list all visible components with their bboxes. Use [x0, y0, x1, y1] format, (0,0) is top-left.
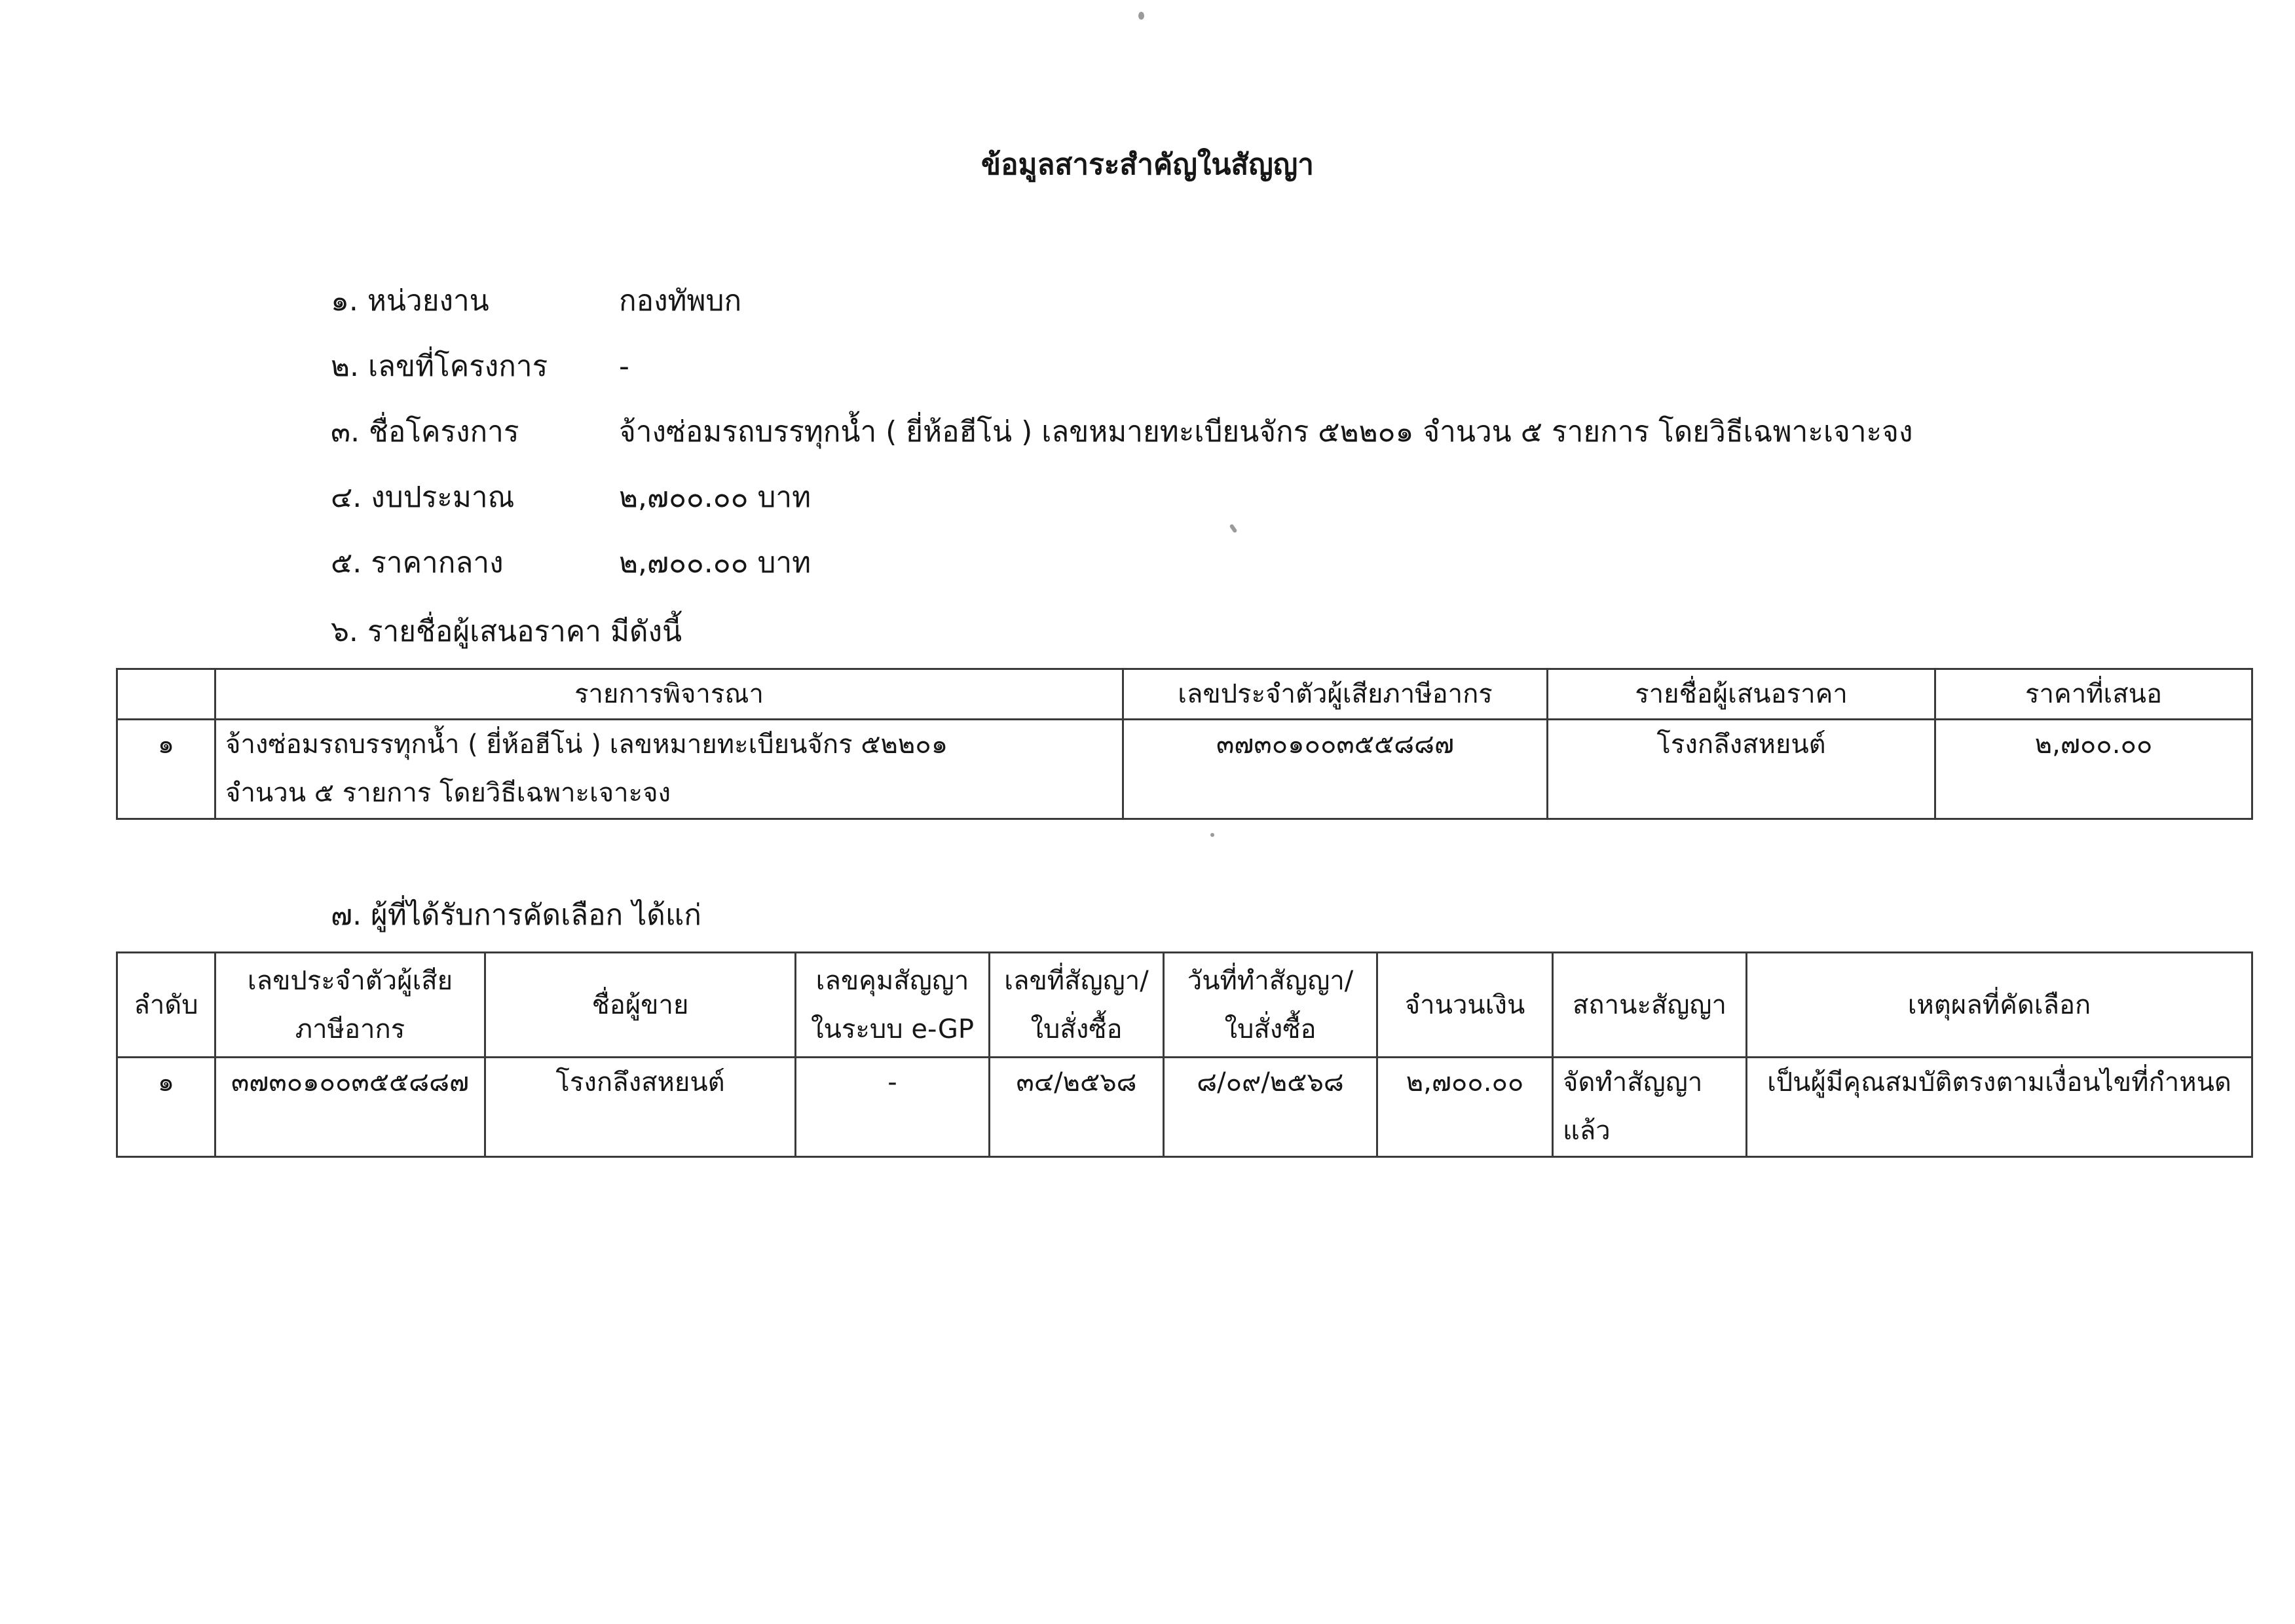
contract-status: จัดทำสัญญา แล้ว — [1553, 1058, 1747, 1157]
table-row — [117, 720, 2252, 819]
selected-table — [116, 951, 2253, 1158]
info-value: กองทัพบก — [619, 284, 742, 318]
table-row — [117, 1058, 2252, 1157]
row-number: ๑ — [117, 720, 215, 819]
column-header-vendor: ชื่อผู้ขาย — [485, 953, 796, 1058]
column-header-order: ลำดับ — [117, 953, 215, 1058]
vendor-name: โรงกลึงสหยนต์ — [485, 1058, 796, 1157]
column-header-tax-id: เลขประจำตัวผู้เสียภาษีอากร — [1123, 669, 1548, 720]
selection-reason: เป็นผู้มีคุณสมบัติตรงตามเงื่อนไขที่กำหนด — [1747, 1058, 2252, 1157]
column-header-item: รายการพิจารณา — [215, 669, 1123, 720]
row-number: ๑ — [117, 1058, 215, 1157]
contract-number: ๓๔/๒๕๖๘ — [990, 1058, 1164, 1157]
info-value: ๒,๗๐๐.๐๐ บาท — [619, 481, 812, 514]
column-header-bidder: รายชื่อผู้เสนอราคา — [1548, 669, 1935, 720]
info-value: - — [619, 350, 629, 383]
info-label: ๔. งบประมาณ — [331, 481, 515, 514]
info-label: ๑. หน่วยงาน — [331, 284, 489, 318]
item-line: จำนวน ๕ รายการ โดยวิธีเฉพาะเจาะจง — [225, 778, 671, 808]
info-value: ๒,๗๐๐.๐๐ บาท — [619, 546, 812, 580]
column-header-price: ราคาที่เสนอ — [1935, 669, 2252, 720]
bidders-table — [116, 668, 2253, 820]
column-header-egp: เลขคุมสัญญา ในระบบ e-GP — [796, 953, 990, 1058]
contract-date: ๘/๐๙/๒๕๖๘ — [1164, 1058, 1377, 1157]
info-label: ๒. เลขที่โครงการ — [331, 350, 548, 383]
column-header-contract-date: วันที่ทำสัญญา/ ใบสั่งซื้อ — [1164, 953, 1377, 1058]
bidder-name: โรงกลึงสหยนต์ — [1548, 720, 1935, 819]
selected-heading: ๗. ผู้ที่ได้รับการคัดเลือก ได้แก่ — [331, 898, 701, 932]
info-value: จ้างซ่อมรถบรรทุกน้ำ ( ยี่ห้อฮีโน่ ) เลขหมายทะเบียนจักร ๕๒๒๐๑ จำนวน ๕ รายการ โดยวิธีเฉพาะเจาะจง — [619, 415, 1913, 449]
column-header-no — [117, 669, 215, 720]
column-header-contract-no: เลขที่สัญญา/ ใบสั่งซื้อ — [990, 953, 1164, 1058]
item-line: จ้างซ่อมรถบรรทุกน้ำ ( ยี่ห้อฮีโน่ ) เลขหมายทะเบียนจักร ๕๒๒๐๑ — [225, 729, 948, 760]
column-header-tax-id: เลขประจำตัวผู้เสีย ภาษีอากร — [215, 953, 485, 1058]
column-header-status: สถานะสัญญา — [1553, 953, 1747, 1058]
info-label: ๕. ราคากลาง — [331, 546, 504, 580]
contract-amount: ๒,๗๐๐.๐๐ — [1377, 1058, 1553, 1157]
table-header-row — [117, 953, 2252, 1058]
table-header-row — [117, 669, 2252, 720]
scan-speck — [1138, 12, 1144, 20]
tax-id: ๓๗๓๐๑๐๐๓๕๕๘๘๗ — [1123, 720, 1548, 819]
column-header-amount: จำนวนเงิน — [1377, 953, 1553, 1058]
scan-speck — [1229, 524, 1238, 534]
item-description — [215, 720, 1123, 819]
egp-number: - — [796, 1058, 990, 1157]
column-header-reason: เหตุผลที่คัดเลือก — [1747, 953, 2252, 1058]
offered-price: ๒,๗๐๐.๐๐ — [1935, 720, 2252, 819]
scan-speck — [1210, 833, 1214, 837]
page-title: ข้อมูลสาระสำคัญในสัญญา — [981, 148, 1314, 181]
bidders-heading: ๖. รายชื่อผู้เสนอราคา มีดังนี้ — [331, 615, 682, 648]
info-label: ๓. ชื่อโครงการ — [331, 415, 519, 449]
tax-id: ๓๗๓๐๑๐๐๓๕๕๘๘๗ — [215, 1058, 485, 1157]
